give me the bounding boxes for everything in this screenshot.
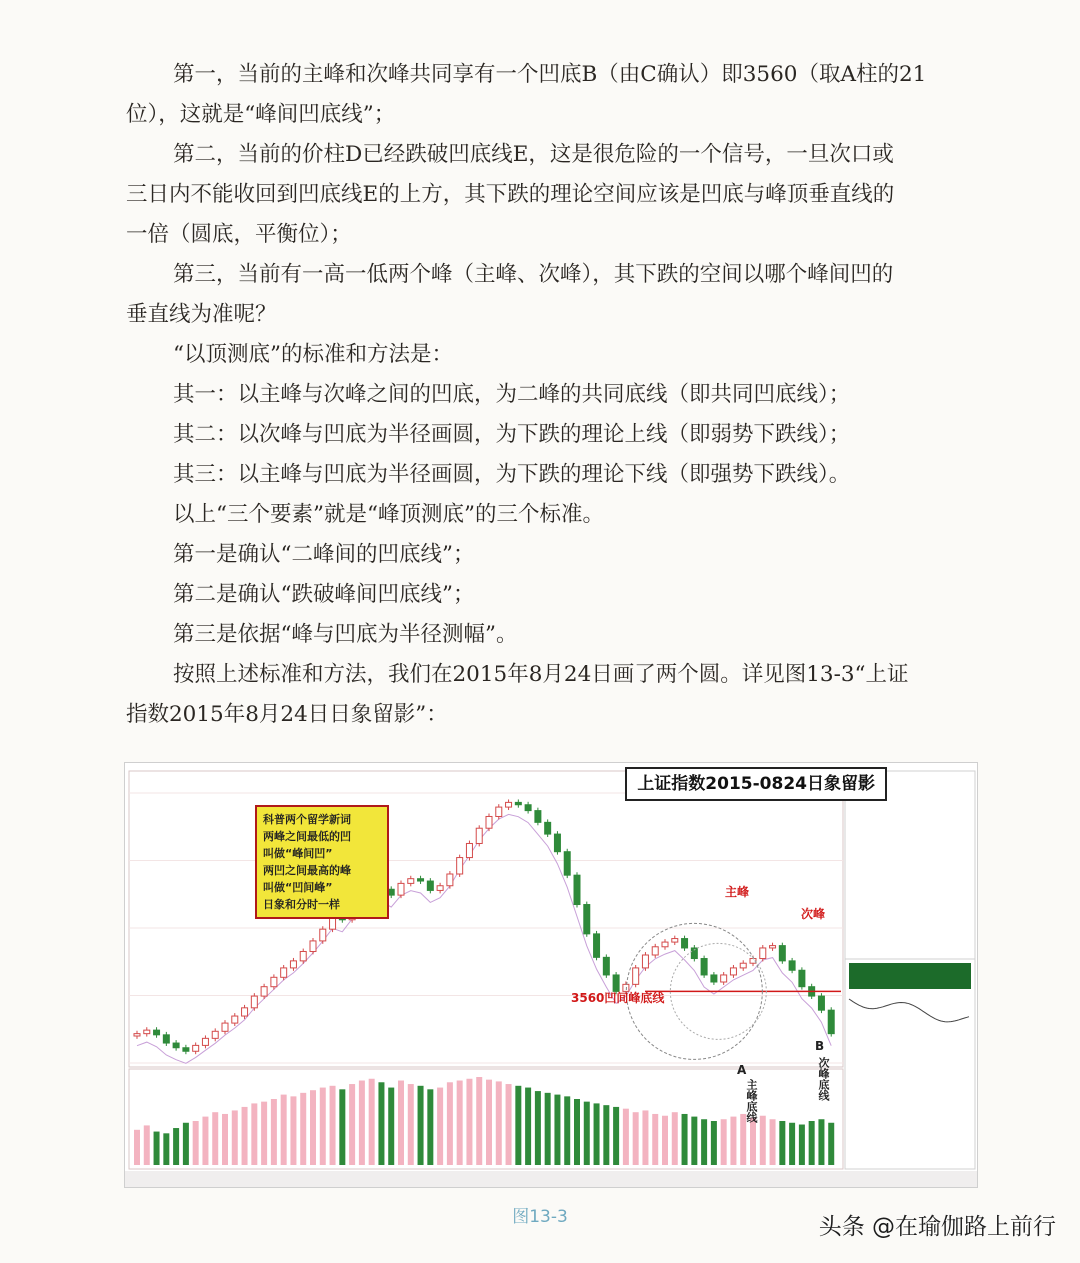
candle-body [271,977,277,986]
body-text [126,55,976,735]
volume-bar [594,1103,600,1165]
candle-body [418,879,424,881]
candle-body [212,1031,218,1038]
volume-bar [320,1088,326,1165]
volume-bar [574,1099,580,1165]
text-line: 第一是确认“二峰间的凹底线”； [173,542,475,567]
volume-bar [408,1084,414,1165]
candle-body [662,942,668,947]
volume-bar [515,1086,521,1165]
volume-bar [144,1125,150,1165]
candle-body [633,968,639,984]
candle-body [398,883,404,895]
text-line: 三日内不能收回到凹底线E的上方，其下跌的理论空间应该是凹底与峰顶垂直线的 [126,182,895,207]
text-line: 一倍（圆底，平衡位）； [126,222,352,247]
candle-body [163,1035,169,1043]
volume-bar [251,1103,257,1165]
candle-body [144,1030,150,1034]
candle-body [554,834,560,852]
volume-bar [682,1114,688,1165]
candle-body [447,874,453,886]
label-b: B [815,1039,825,1053]
candle-body [154,1030,160,1035]
text-line: 其一：以主峰与次峰之间的凹底，为二峰的共同底线（即共同凹底线）； [173,382,851,407]
volume-bar [232,1110,238,1165]
candle-body [515,802,521,804]
main-peak-label: 主峰 [725,885,750,899]
volume-bar [359,1081,365,1165]
volume-bar [711,1121,717,1165]
volume-bar [212,1112,218,1165]
candle-body [506,802,512,807]
figure-title: 上证指数2015-0824日象留影 [625,767,887,801]
candle-body [427,881,433,890]
candle-body [594,934,600,957]
volume-bar [506,1084,512,1165]
figure-caption: 图13-3 [512,1207,568,1227]
volume-bar [447,1082,453,1165]
volume-bar [701,1119,707,1165]
bottom-tab-strip [125,1171,977,1187]
note-line: 叫做“峰间凹” [263,847,333,860]
note-line: 两峰之间最低的凹 [263,830,351,843]
candle-body [818,996,824,1010]
volume-bar [779,1121,785,1165]
volume-bar [535,1091,541,1165]
candle-body [222,1023,228,1031]
volume-bar [691,1117,697,1165]
volume-bar [193,1121,199,1165]
text-line: 指数2015年8月24日日象留影”： [126,702,448,727]
volume-bar [662,1116,668,1165]
candle-body [584,905,590,934]
volume-bar [603,1105,609,1165]
watermark: 头条 @在瑜伽路上前行 [818,1214,1056,1240]
trough-line-label: 3560凹间峰底线 [571,991,665,1005]
volume-bar [730,1117,736,1165]
volume-bar [349,1084,355,1165]
candle-body [193,1045,199,1051]
volume-bar [290,1096,296,1165]
note-box [255,805,389,919]
volume-bar [818,1119,824,1165]
volume-bar [398,1081,404,1165]
volume-bar [564,1096,570,1165]
volume-bar [134,1130,140,1165]
candle-body [525,805,531,811]
volume-bar [222,1114,228,1165]
note-line: 叫做“凹间峰” [263,881,333,894]
candle-body [310,941,316,952]
volume-bar [300,1093,306,1165]
volume-bar [466,1079,472,1165]
note-line: 科普两个留学新词 [263,813,351,826]
volume-bar [545,1093,551,1165]
candle-body [173,1043,179,1048]
candle-body [682,939,688,948]
volume-bar [652,1114,658,1165]
candle-body [642,955,648,968]
volume-bar [173,1128,179,1165]
volume-bar [163,1133,169,1165]
text-line: 第一，当前的主峰和次峰共同享有一个凹底B（由C确认）即3560（取A柱的21 [173,62,927,87]
volume-bar [339,1089,345,1165]
candle-body [242,1008,248,1016]
volume-bar [476,1077,482,1165]
candle-body [290,961,296,968]
candle-body [760,948,766,959]
volume-bar [799,1125,805,1165]
volume-bar [437,1088,443,1165]
candle-body [730,968,736,975]
volume-bar [202,1117,208,1165]
candle-body [408,879,414,884]
volume-bar [486,1080,492,1165]
text-line: 以上“三个要素”就是“峰顶测底”的三个标准。 [173,502,604,527]
volume-bar [418,1086,424,1165]
candle-body [300,951,306,960]
candle-body [183,1048,189,1052]
volume-bar [721,1119,727,1165]
candle-body [564,852,570,875]
candle-body [320,929,326,941]
candle-body [672,939,678,943]
candle-body [202,1038,208,1045]
text-line: “以顶测底”的标准和方法是： [173,342,453,367]
intraday-volume-area [849,963,971,989]
label-a: A [737,1063,747,1077]
note-line: 两凹之间最高的峰 [263,864,351,877]
candle-body [652,947,658,955]
candle-body [496,807,502,816]
volume-bar [809,1121,815,1165]
candle-body [779,946,785,961]
text-line: 按照上述标准和方法，我们在2015年8月24日画了两个圆。详见图13-3“上证 [173,662,909,687]
volume-bar [369,1079,375,1165]
volume-bar [584,1102,590,1165]
candle-body [721,975,727,982]
volume-bar [457,1081,463,1165]
volume-bar [525,1088,531,1165]
candle-body [603,957,609,975]
volume-bar [261,1102,267,1165]
candle-body [457,858,463,874]
volume-bar [271,1099,277,1165]
candle-body [701,959,707,975]
candle-body [388,889,394,895]
candle-body [828,1010,834,1033]
text-line: 第二是确认“跌破峰间凹底线”； [173,582,475,607]
candle-body [437,886,443,891]
volume-bar [242,1107,248,1165]
volume-bar [633,1112,639,1165]
candle-body [486,816,492,828]
volume-bar [789,1123,795,1165]
volume-bar [388,1088,394,1165]
candle-body [799,970,805,986]
candlestick-chart [125,763,977,1187]
candle-body [535,811,541,823]
main-peak-bottom-label: 主峰底线 [745,1079,758,1123]
volume-bar [828,1123,834,1165]
text-line: 第三，当前有一高一低两个峰（主峰、次峰），其下跌的空间以哪个峰间凹的 [173,262,894,287]
candle-body [545,822,551,834]
volume-bar [427,1089,433,1165]
candle-body [574,875,580,904]
volume-bar [281,1095,287,1165]
candle-body [711,975,717,982]
candle-body [281,968,287,977]
volume-bar [623,1109,629,1165]
volume-bar [760,1116,766,1165]
candle-body [789,961,795,970]
candle-body [261,987,267,996]
volume-bar [613,1107,619,1165]
text-line: 第二，当前的价柱D已经跌破凹底线E，这是很危险的一个信号，一旦次口或 [173,142,894,167]
volume-bar [770,1119,776,1165]
text-line: 其三：以主峰与凹底为半径画圆，为下跌的理论下线（即强势下跌线）。 [173,462,851,487]
candle-body [251,996,257,1008]
candle-body [232,1016,238,1023]
text-line: 位），这就是“峰间凹底线”； [126,102,396,127]
candle-body [750,959,756,964]
text-line: 其二：以次峰与凹底为半径画圆，为下跌的理论上线（即弱势下跌线）； [173,422,851,447]
chart-figure [124,762,978,1188]
candle-body [134,1034,140,1036]
volume-bar [378,1082,384,1165]
volume-bar [330,1086,336,1165]
volume-bar [183,1123,189,1165]
text-line: 垂直线为准呢？ [126,302,277,327]
volume-bar [642,1110,648,1165]
volume-bar [496,1081,502,1165]
volume-bar [554,1095,560,1165]
candle-body [740,963,746,968]
second-peak-label: 次峰 [801,907,826,921]
volume-bar [750,1117,756,1165]
candle-body [770,946,776,948]
second-peak-bottom-label: 次峰底线 [817,1057,830,1101]
volume-bar [154,1132,160,1165]
candle-body [466,843,472,857]
note-line: 日象和分时一样 [263,898,340,911]
volume-bar [310,1090,316,1165]
candle-body [476,828,482,843]
volume-bar [672,1112,678,1165]
text-line: 第三是依据“峰与凹底为半径测幅”。 [173,622,518,647]
